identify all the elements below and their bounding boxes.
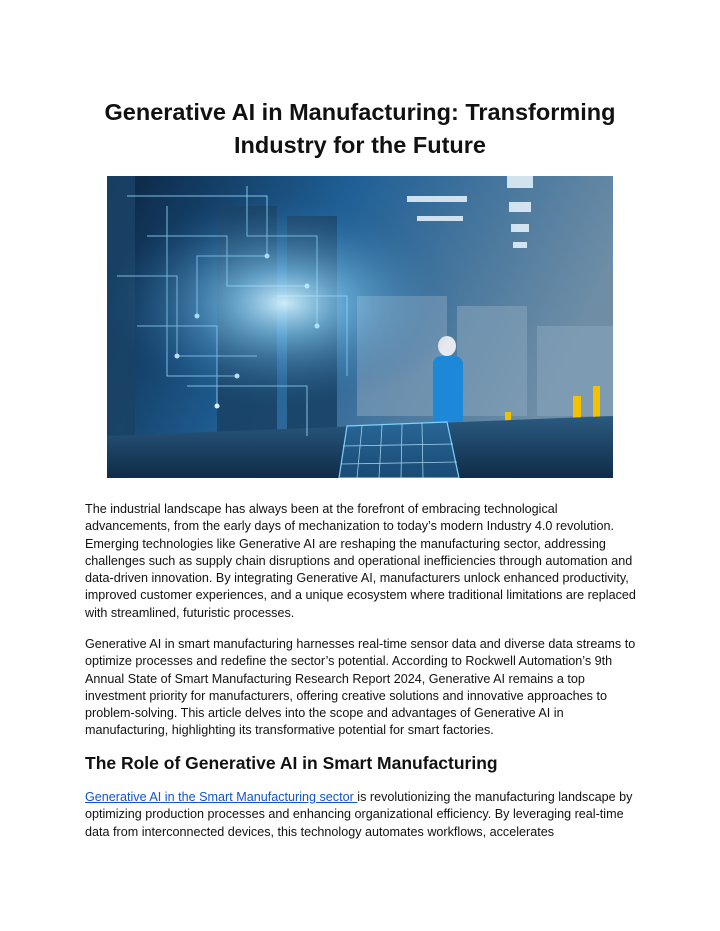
section-heading: The Role of Generative AI in Smart Manufacturing xyxy=(85,753,498,773)
paragraph-intro: The industrial landscape has always been at the forefront of embracing technological advancements, from the early days of mechanization to today’s modern Industry 4.0 revolution. Emerging technologies like Generative AI are reshaping the manufacturing sector, addressing challenges such as supply chain disruptions and operational inefficiencies through automation and data-driven innovation. By integrating Generative AI, manufacturers unlock enhanced productivity, improved customer experiences, and a unique ecosystem where traditional limitations are replaced with streamlined, futuristic processes. xyxy=(85,502,636,620)
document-title: Generative AI in Manufacturing: Transforming Industry for the Future xyxy=(104,99,616,158)
smart-manufacturing-link[interactable]: Generative AI in the Smart Manufacturing sector xyxy=(85,790,358,804)
hero-image xyxy=(107,176,613,478)
paragraph-role-text: is revolutionizing the manufacturing landscape by optimizing production processes and enhancing organizational efficiency. By leveraging real-time data from interconnected devices, this technology automates workflows, accelerates xyxy=(85,790,633,839)
paragraph-research: Generative AI in smart manufacturing harnesses real-time sensor data and diverse data streams to optimize processes and redefine the sector’s potential. According to Rockwell Automation’s 9th Annual State of Smart Manufacturing Research Report 2024, Generative AI remains a top investment priority for manufacturers, offering creative solutions and innovative approaches to problem-solving. This article delves into the scope and advantages of Generative AI in manufacturing, highlighting its transformative potential for smart factories. xyxy=(85,637,636,738)
paragraph-role xyxy=(85,789,645,841)
smart-factory-photo-icon xyxy=(107,176,613,478)
